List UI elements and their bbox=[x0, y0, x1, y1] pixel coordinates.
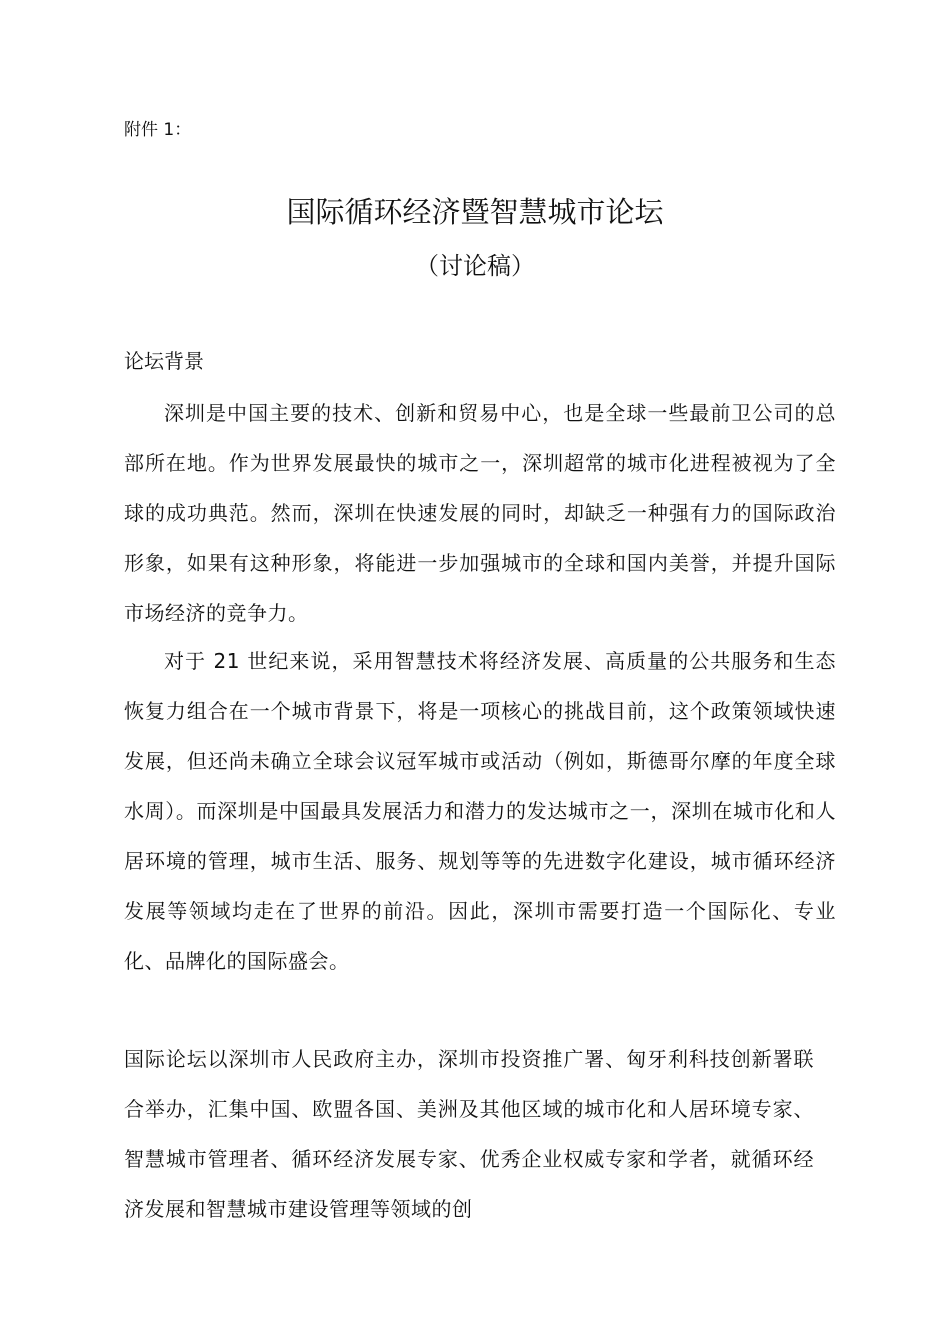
section-heading: 论坛背景 bbox=[124, 349, 204, 373]
attachment-label: 附件 1： bbox=[124, 120, 192, 140]
body-paragraph-3: 国际论坛以深圳市人民政府主办，深圳市投资推广署、匈牙利科技创新署联合举办，汇集中国、欧盟各国、美洲及其他区域的城市化和人居环境专家、智慧城市管理者、循环经济发展专家、优秀企业权威专家和学者，就循环经济发展和智慧城市建设管理等领域的创 bbox=[124, 1047, 814, 1221]
body-paragraph-2: 对于 21 世纪来说，采用智慧技术将经济发展、高质量的公共服务和生态恢复力组合在一个城市背景下，将是一项核心的挑战目前，这个政策领域快速发展，但还尚未确立全球会议冠军城市或活动（例如，斯德哥尔摩的年度全球水周）。而深圳是中国最具发展活力和潜力的发达城市之一，深圳在城市化和人居环境的管理，城市生活、服务、规划等等的先进数字化建设，城市循环经济发展等领域均走在了世界的前沿。因此，深圳市需要打造一个国际化、专业化、品牌化的国际盛会。 bbox=[124, 649, 836, 973]
body-paragraph-1: 深圳是中国主要的技术、创新和贸易中心，也是全球一些最前卫公司的总部所在地。作为世界发展最快的城市之一，深圳超常的城市化进程被视为了全球的成功典范。然而，深圳在快速发展的同时，却缺乏一种强有力的国际政治形象，如果有这种形象，将能进一步加强城市的全球和国内美誉，并提升国际市场经济的竞争力。 bbox=[124, 401, 836, 625]
document-title: 国际循环经济暨智慧城市论坛 bbox=[286, 195, 664, 229]
document-subtitle: （讨论稿） bbox=[415, 252, 535, 280]
